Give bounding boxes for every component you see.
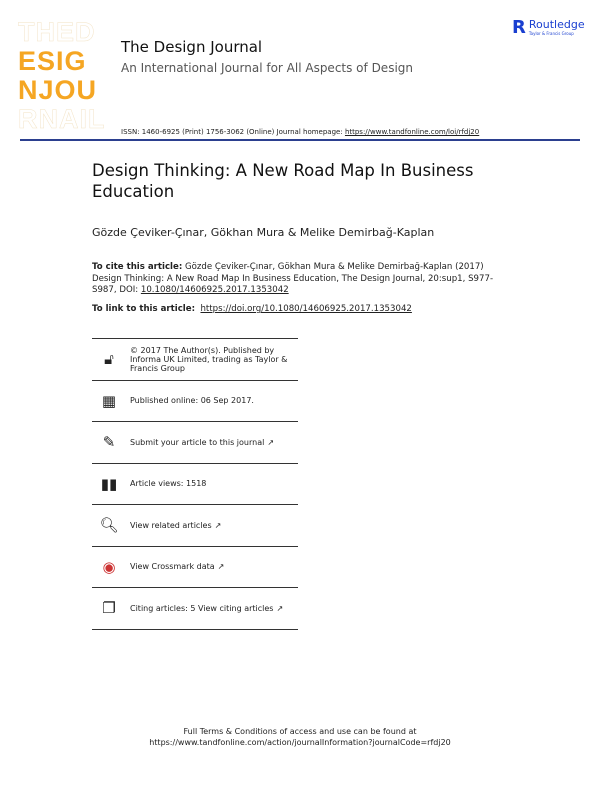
header-divider [20,139,580,141]
article-authors: Gözde Çeviker-Çınar, Gökhan Mura & Melike Demirbağ-Kaplan [92,226,435,239]
citing-articles-link[interactable] [92,588,298,630]
item-text[interactable]: View related articles [130,520,212,530]
bar-chart-icon: ▮▮ [100,474,118,493]
article-link [92,304,412,314]
external-link-icon: ↗ [217,562,225,572]
article-views-item [92,464,298,506]
doi-link[interactable]: https://doi.org/10.1080/14606925.2017.1353042 [200,304,412,314]
open-access-item [92,339,298,381]
journal-homepage-link[interactable]: https://www.tandfonline.com/loi/rfdj20 [344,128,480,136]
citing-articles-icon: ❐ [102,599,116,618]
publisher-logo [512,18,585,38]
external-link-icon: ↗ [276,603,284,613]
footer-url[interactable]: https://www.tandfonline.com/action/journalInformation?journalCode=rfdj20 [149,738,451,747]
crossmark-icon: ◉ [102,557,116,576]
item-text[interactable]: View Crossmark data [130,562,215,572]
article-title: Design Thinking: A New Road Map In Business Education [92,161,474,201]
external-link-icon: ↗ [214,520,222,530]
published-item [92,381,298,423]
publisher-name: Routledge [528,18,585,31]
cover-line: NJOU [18,75,98,105]
footer [0,726,600,748]
cover-line: RNAIL [18,104,106,134]
external-link-icon: ↗ [267,437,275,447]
issn-line [121,128,479,136]
submit-article-link[interactable] [92,422,298,464]
item-text: Article views: 1518 [130,479,207,489]
journal-subtitle: An International Journal for All Aspects of Design [121,61,413,75]
issn-text: ISSN: 1460-6925 (Print) 1756-3062 (Online) Journal homepage: [121,128,345,136]
journal-cover-image [18,18,108,136]
link-label: To link to this article: [92,304,196,314]
citation [92,262,508,297]
calendar-icon: ▦ [101,391,117,410]
cover-line: ESIG [18,46,87,76]
search-document-icon: 🔍︎ [99,516,119,535]
item-text[interactable]: Citing articles: 5 View citing articles [130,603,274,613]
journal-title: The Design Journal [121,38,263,56]
footer-terms: Full Terms & Conditions of access and use can be found at [183,727,417,736]
cover-line: THED [18,17,96,47]
item-text: Published online: 06 Sep 2017. [130,396,254,406]
article-info-list [92,338,298,630]
cite-text: Gözde Çeviker-Çınar, Gökhan Mura & Melike Demirbağ-Kaplan (2017) Design Thinking: A New Road Map In Business Education, The Design Journal, 20:sup1, S977-S987, DOI: [92,262,494,295]
cite-doi-link[interactable]: 10.1080/14606925.2017.1353042 [140,285,289,295]
item-text: © 2017 The Author(s). Published by Informa UK Limited, trading as Taylor & Francis Group [130,345,288,373]
crossmark-link[interactable] [92,547,298,589]
routledge-r-icon: R [512,17,526,38]
item-text[interactable]: Submit your article to this journal [130,437,265,447]
publisher-sub: Taylor & Francis Group [528,31,574,36]
open-access-icon: 🔓︎ [104,350,114,369]
edit-icon: ✎ [102,433,116,452]
cite-label: To cite this article: [92,262,183,272]
related-articles-link[interactable] [92,505,298,547]
